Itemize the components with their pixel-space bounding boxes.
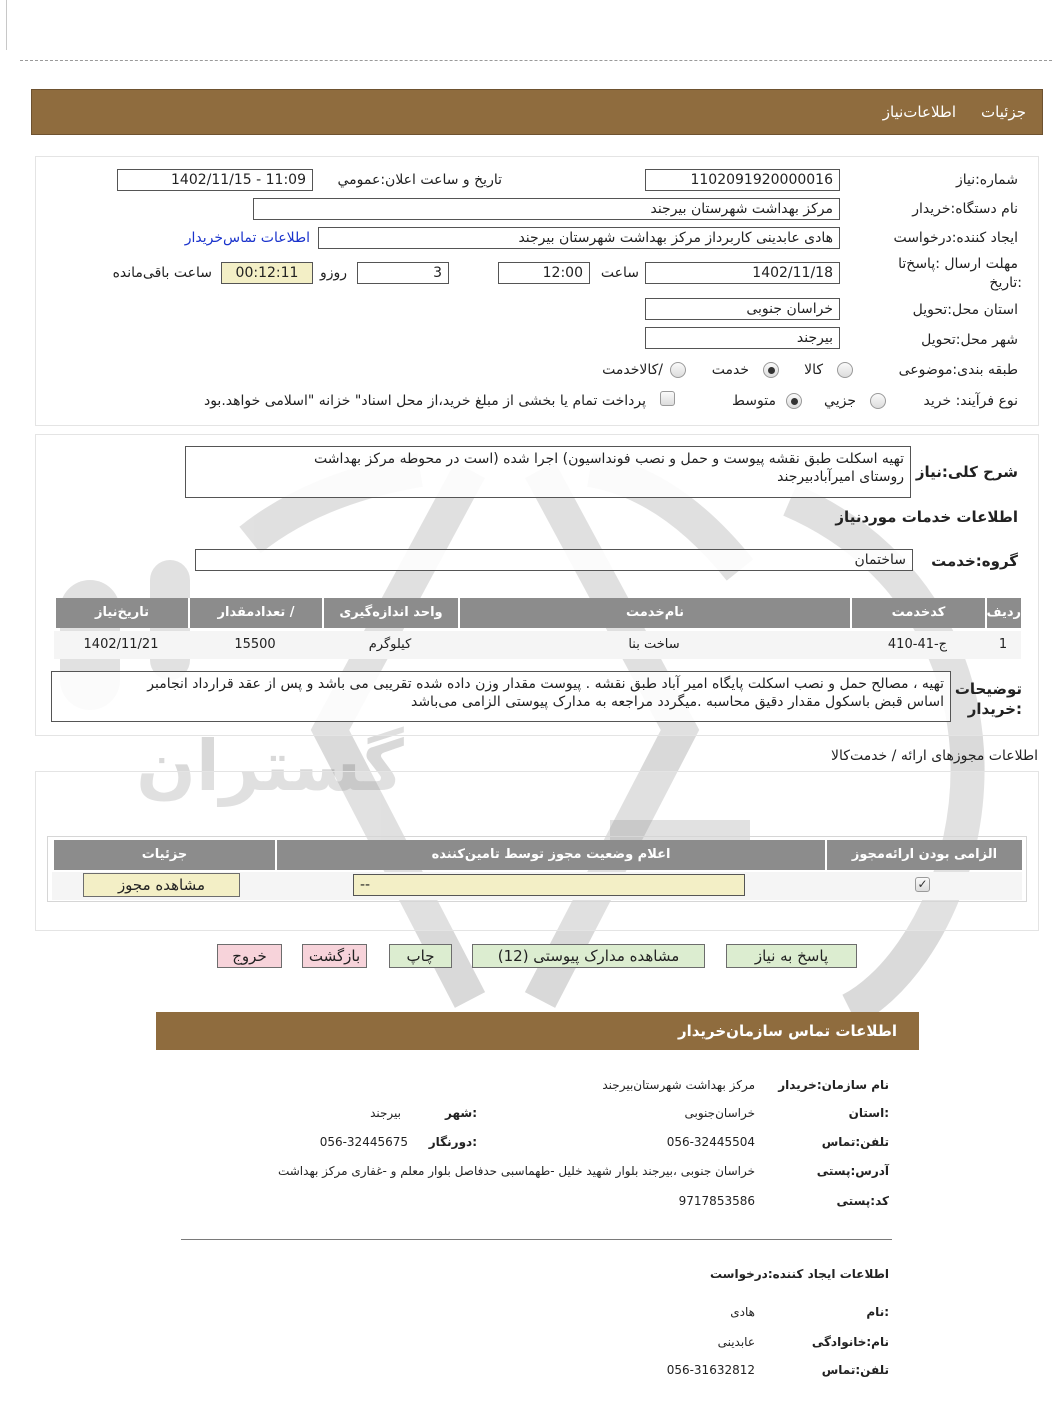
reply-to-need-button[interactable]: پاسخ به نیاز bbox=[726, 944, 857, 968]
description-line-2: روستای امیرآبادبیرجند bbox=[777, 469, 904, 485]
services-title: اطلاعات خدمات موردنیاز bbox=[835, 508, 1018, 526]
need-info-panel bbox=[35, 156, 1039, 426]
delivery-province-field: خراسان جنوبی bbox=[645, 298, 840, 320]
creator-family-value: عابدینی bbox=[717, 1335, 755, 1349]
process-medium-radio[interactable] bbox=[786, 393, 802, 409]
days-label: روزو bbox=[319, 265, 347, 281]
remaining-time-label: ساعت باقی‌مانده bbox=[112, 265, 212, 281]
cell-row: 1 bbox=[998, 637, 1008, 652]
cell-quantity: 15500 bbox=[234, 637, 276, 652]
days-field: 3 bbox=[357, 262, 449, 284]
deadline-label: مهلت ارسال :پاسخ‌تا bbox=[898, 256, 1018, 272]
tab-need-info[interactable]: اطلاعات‌نیاز bbox=[882, 103, 956, 121]
svg-text:گستران: گستران bbox=[136, 725, 404, 807]
buyer-notes-line-2: اساس قبض باسکول مقدار دقیق محاسبه .میگردد مراجعه به مدارک پیوستی الزامی می‌باشد bbox=[410, 694, 944, 710]
service-group-label: گروه:خدمت bbox=[931, 552, 1018, 570]
exit-button[interactable]: خروج bbox=[217, 944, 282, 968]
col-header-need-date: تاریخ‌نیاز bbox=[54, 598, 188, 628]
phone-label: تلفن:تماس bbox=[821, 1135, 889, 1149]
category-service-radio[interactable] bbox=[763, 362, 779, 378]
treasury-payment-checkbox[interactable] bbox=[660, 391, 675, 406]
tab-details[interactable]: جزئیات bbox=[981, 103, 1026, 121]
deadline-label-2: :تاریخ bbox=[989, 275, 1022, 291]
buyer-notes-line-1: تهیه ، مصالح حمل و نصب اسکلت پایگاه امیر آباد طبق نقشه . پیوست مقدار وزن داده شده تقریبی می باشد و پس از عقد قرارداد انجامبر bbox=[147, 676, 944, 692]
creator-name-label: :نام bbox=[866, 1305, 889, 1319]
treasury-payment-label: پرداخت تمام یا بخشی از مبلغ خرید،از محل اسناد" خزانه "اسلامی خواهد.بود bbox=[203, 393, 646, 409]
col-header-quantity: / تعدادمقدار bbox=[188, 598, 322, 628]
delivery-province-label: استان محل:تحویل bbox=[912, 302, 1018, 318]
announce-date-field: 1402/11/15 - 11:09 bbox=[117, 169, 313, 191]
col-header-service-code: کدخدمت bbox=[850, 598, 985, 628]
permit-status-field[interactable]: -- bbox=[353, 874, 745, 896]
buyer-notes-label-2: :خریدار bbox=[967, 700, 1022, 718]
address-label: آدرس:پستی bbox=[816, 1164, 889, 1178]
buyer-org-label: نام دستگاه:خریدار bbox=[912, 201, 1018, 217]
fax-label: :دورنگار bbox=[428, 1135, 477, 1149]
buyer-contact-title: اطلاعات تماس سازمان‌خریدار bbox=[677, 1022, 897, 1040]
print-button[interactable]: چاپ bbox=[389, 944, 452, 968]
details-header-bar bbox=[31, 89, 1043, 135]
process-minor-label: جزیي bbox=[824, 393, 856, 409]
creator-info-title: اطلاعات ایجاد کننده:درخواست bbox=[709, 1267, 889, 1281]
category-goods-service-label: /کالاخدمت bbox=[602, 362, 663, 378]
process-minor-radio[interactable] bbox=[870, 393, 886, 409]
back-button[interactable]: بازگشت bbox=[302, 944, 367, 968]
delivery-city-label: شهر محل:تحویل bbox=[921, 332, 1018, 348]
view-permit-button[interactable]: مشاهده مجوز bbox=[83, 873, 240, 897]
org-name-label: نام سازمان:خریدار bbox=[778, 1078, 889, 1092]
creator-phone-label: تلفن:تماس bbox=[821, 1363, 889, 1377]
need-number-field: 1102091920000016 bbox=[645, 169, 840, 191]
announce-date-label: تاریخ و ساعت اعلان:عمومي bbox=[337, 172, 502, 188]
deadline-time-field: 12:00 bbox=[498, 262, 590, 284]
buyer-org-field: مرکز بهداشت شهرستان بیرجند bbox=[253, 198, 840, 220]
postal-code-value: 9717853586 bbox=[678, 1194, 755, 1208]
service-group-field: ساختمان bbox=[195, 549, 913, 571]
process-medium-label: متوسط bbox=[732, 393, 776, 409]
top-divider bbox=[20, 60, 1052, 61]
col-header-permit-details: جزئیات bbox=[52, 840, 275, 870]
city-label: :شهر bbox=[445, 1106, 477, 1120]
col-header-permit-status: اعلام وضعیت مجوز توسط تامین‌کننده bbox=[275, 840, 825, 870]
col-header-row: ردیف bbox=[985, 598, 1021, 628]
view-attachments-button[interactable]: مشاهده مدارک پیوستی (12) bbox=[472, 944, 705, 968]
buyer-notes-field bbox=[51, 671, 951, 722]
city-value: بیرجند bbox=[370, 1106, 401, 1120]
buyer-notes-label: توضیحات bbox=[954, 680, 1022, 698]
creator-label: ایجاد کننده:درخواست bbox=[893, 230, 1018, 246]
contact-divider bbox=[181, 1239, 892, 1240]
category-goods-service-radio[interactable] bbox=[670, 362, 686, 378]
need-number-label: شماره:نیاز bbox=[955, 172, 1018, 188]
cell-service-code: ج-41-410 bbox=[887, 637, 948, 652]
creator-field: هادی عابدینی کاربرداز مرکز بهداشت شهرستان بیرجند bbox=[318, 227, 840, 249]
category-label: طبقه بندی:موضوعی bbox=[898, 362, 1018, 378]
phone-value: 056-32445504 bbox=[666, 1135, 755, 1149]
col-header-permit-required: الزامی بودن ارائه‌مجوز bbox=[825, 840, 1022, 870]
category-goods-label: کالا bbox=[804, 362, 823, 378]
cell-unit: کیلوگرم bbox=[368, 637, 412, 652]
process-type-label: نوع فرآیند: خرید bbox=[923, 393, 1018, 409]
buyer-contact-bar bbox=[156, 1012, 919, 1050]
deadline-date-field: 1402/11/18 bbox=[645, 262, 840, 284]
province-value: خراسان‌جنوبی bbox=[684, 1106, 755, 1120]
description-line-1: تهیه اسکلت طبق نقشه پیوست و حمل و نصب فونداسیون) اجرا شده (است در محوطه مرکز بهداشت bbox=[313, 451, 904, 467]
buyer-contact-link[interactable]: اطلاعات تماس‌خریدار bbox=[184, 230, 310, 246]
remaining-time-field: 00:12:11 bbox=[221, 262, 313, 284]
fax-value: 056-32445675 bbox=[319, 1135, 408, 1149]
category-service-label: خدمت bbox=[711, 362, 749, 378]
postal-code-label: کد:پستی bbox=[836, 1194, 889, 1208]
delivery-city-field: بیرجند bbox=[645, 327, 840, 349]
creator-phone-value: 056-31632812 bbox=[666, 1363, 755, 1377]
creator-family-label: نام:خانوادگی bbox=[811, 1335, 889, 1349]
deadline-time-label: ساعت bbox=[600, 265, 639, 281]
left-edge-line bbox=[6, 0, 7, 50]
org-name-value: مرکز بهداشت شهرستان‌بیرجند bbox=[602, 1078, 755, 1092]
col-header-unit: واحد اندازه‌گیری bbox=[322, 598, 458, 628]
description-field bbox=[185, 446, 911, 498]
category-goods-radio[interactable] bbox=[837, 362, 853, 378]
description-label: شرح کلی:نیاز bbox=[915, 463, 1018, 481]
province-label: :استان bbox=[848, 1106, 889, 1120]
permit-required-checkbox: ✓ bbox=[915, 877, 930, 892]
address-value: خراسان جنوبی ،بیرجند بلوار شهید خلیل -طهماسبی حدفاصل بلوار معلم و -غفاری مرکز بهداشت bbox=[277, 1164, 755, 1178]
cell-need-date: 1402/11/21 bbox=[83, 637, 159, 652]
permits-title: اطلاعات مجوزهای ارائه / خدمت‌کالا bbox=[831, 748, 1038, 764]
col-header-service-name: نام‌خدمت bbox=[458, 598, 850, 628]
cell-service-name: ساخت بنا bbox=[628, 637, 680, 652]
creator-name-value: هادی bbox=[730, 1305, 755, 1319]
